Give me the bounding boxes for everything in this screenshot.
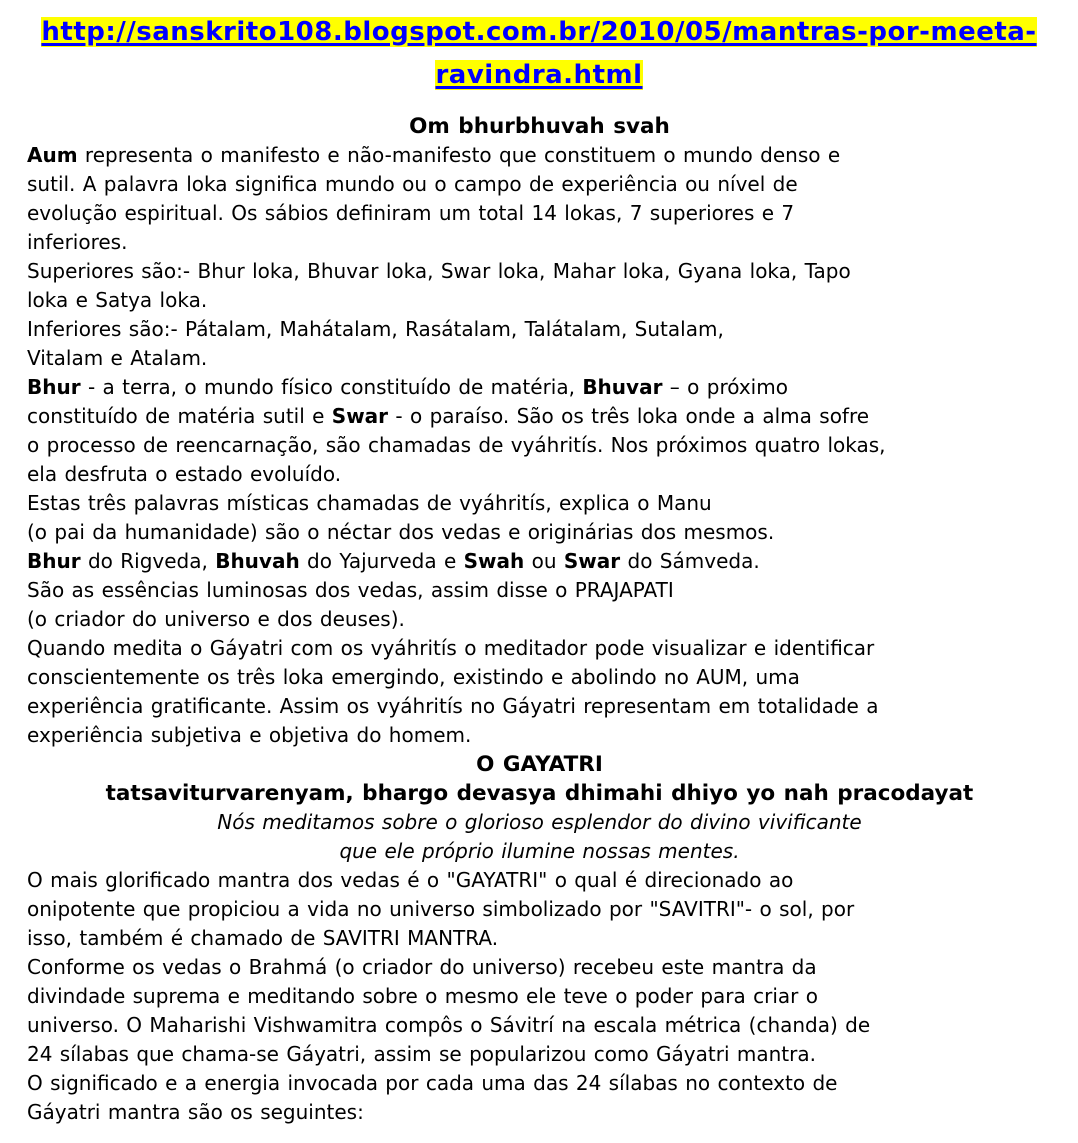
heading-line <box>27 779 1052 808</box>
text-line <box>27 1069 1052 1098</box>
url-banner <box>0 0 1078 98</box>
text-segment: Swar <box>563 549 621 573</box>
text-line <box>27 576 1052 605</box>
text-line <box>27 228 1052 257</box>
text-line <box>27 837 1052 866</box>
text-segment: isso, também é chamado de SAVITRI MANTRA. <box>27 926 499 950</box>
text-segment: Nós meditamos sobre o glorioso esplendor do divino vivificante <box>217 810 862 834</box>
text-segment: sutil. A palavra loka significa mundo ou o campo de experiência ou nível de <box>27 172 798 196</box>
article-body <box>0 98 1078 1135</box>
text-segment: (o criador do universo e dos deuses). <box>27 607 405 631</box>
text-segment: universo. O Maharishi Vishwamitra compôs o Sávitrí na escala métrica (chanda) de <box>27 1013 871 1037</box>
text-segment: São as essências luminosas dos vedas, assim disse o PRAJAPATI <box>27 578 674 602</box>
text-segment: (o pai da humanidade) são o néctar dos vedas e originárias dos mesmos. <box>27 520 775 544</box>
text-segment: Estas três palavras místicas chamadas de vyáhritís, explica o Manu <box>27 491 712 515</box>
text-segment: O significado e a energia invocada por cada uma das 24 sílabas no contexto de <box>27 1071 838 1095</box>
text-line <box>27 170 1052 199</box>
text-line <box>27 808 1052 837</box>
text-segment: Bhuvar <box>582 375 663 399</box>
text-segment: – o próximo <box>662 375 788 399</box>
text-segment: onipotente que propiciou a vida no universo simbolizado por "SAVITRI"- o sol, por <box>27 897 855 921</box>
text-segment: do Sámveda. <box>620 549 760 573</box>
text-segment: divindade suprema e meditando sobre o mesmo ele teve o poder para criar o <box>27 984 818 1008</box>
heading-line <box>27 750 1052 779</box>
text-segment: - a terra, o mundo físico constituído de matéria, <box>80 375 583 399</box>
text-line <box>27 489 1052 518</box>
text-line <box>27 315 1052 344</box>
text-line <box>27 402 1052 431</box>
text-segment: experiência gratificante. Assim os vyáhritís no Gáyatri representam em totalidade a <box>27 694 879 718</box>
text-segment: que ele próprio ilumine nossas mentes. <box>339 839 740 863</box>
article-url-link-continuation[interactable]: ravindra.html <box>435 60 643 90</box>
text-segment: inferiores. <box>27 230 128 254</box>
text-segment: tatsaviturvarenyam, bhargo devasya dhimahi dhiyo yo nah pracodayat <box>105 781 974 806</box>
text-line <box>27 953 1052 982</box>
article-url-link[interactable]: http://sanskrito108.blogspot.com.br/2010/05/mantras-por-meeta- <box>41 17 1037 47</box>
text-segment: ela desfruta o estado evoluído. <box>27 462 342 486</box>
text-segment: do Rigveda, <box>80 549 216 573</box>
text-segment: Bhur <box>27 375 81 399</box>
text-line <box>27 141 1052 170</box>
text-line <box>27 1011 1052 1040</box>
text-line <box>27 344 1052 373</box>
text-line <box>27 1040 1052 1069</box>
text-line <box>27 895 1052 924</box>
text-segment: Om bhurbhuvah svah <box>409 114 670 139</box>
text-line <box>27 257 1052 286</box>
text-line <box>27 286 1052 315</box>
text-line <box>27 373 1052 402</box>
text-segment: Swar <box>331 404 389 428</box>
text-segment: Swah <box>463 549 525 573</box>
text-segment: Aum <box>27 143 78 167</box>
text-line <box>27 605 1052 634</box>
text-segment: o processo de reencarnação, são chamadas de vyáhritís. Nos próximos quatro lokas, <box>27 433 886 457</box>
text-line <box>27 518 1052 547</box>
text-segment: O mais glorificado mantra dos vedas é o "GAYATRI" o qual é direcionado ao <box>27 868 794 892</box>
heading-line <box>27 112 1052 141</box>
text-line <box>27 634 1052 663</box>
text-segment: conscientemente os três loka emergindo, existindo e abolindo no AUM, uma <box>27 665 800 689</box>
text-line <box>27 547 1052 576</box>
text-segment: Bhuvah <box>215 549 300 573</box>
text-line <box>27 199 1052 228</box>
text-segment: ou <box>524 549 564 573</box>
text-line <box>27 431 1052 460</box>
text-segment: experiência subjetiva e objetiva do homem. <box>27 723 472 747</box>
text-segment: representa o manifesto e não-manifesto que constituem o mundo denso e <box>77 143 841 167</box>
text-line <box>27 1098 1052 1127</box>
text-line <box>27 721 1052 750</box>
text-line <box>27 663 1052 692</box>
text-segment: Superiores são:- Bhur loka, Bhuvar loka, Swar loka, Mahar loka, Gyana loka, Tapo <box>27 259 851 283</box>
text-segment: 24 sílabas que chama-se Gáyatri, assim se popularizou como Gáyatri mantra. <box>27 1042 816 1066</box>
text-segment: Conforme os vedas o Brahmá (o criador do universo) recebeu este mantra da <box>27 955 817 979</box>
text-segment: Bhur <box>27 549 81 573</box>
text-segment: Gáyatri mantra são os seguintes: <box>27 1100 364 1124</box>
text-line <box>27 924 1052 953</box>
text-segment: Quando medita o Gáyatri com os vyáhritís o meditador pode visualizar e identificar <box>27 636 875 660</box>
text-segment: constituído de matéria sutil e <box>27 404 332 428</box>
text-line <box>27 866 1052 895</box>
text-line <box>27 692 1052 721</box>
text-line <box>27 460 1052 489</box>
text-segment: Vitalam e Atalam. <box>27 346 208 370</box>
text-segment: evolução espiritual. Os sábios definiram um total 14 lokas, 7 superiores e 7 <box>27 201 795 225</box>
text-line <box>27 982 1052 1011</box>
url-banner-line-1 <box>0 12 1078 55</box>
url-banner-line-2 <box>0 55 1078 98</box>
text-segment: O GAYATRI <box>476 752 603 777</box>
text-segment: - o paraíso. São os três loka onde a alma sofre <box>388 404 870 428</box>
text-segment: loka e Satya loka. <box>27 288 208 312</box>
text-segment: do Yajurveda e <box>299 549 464 573</box>
text-segment: Inferiores são:- Pátalam, Mahátalam, Rasátalam, Talátalam, Sutalam, <box>27 317 724 341</box>
